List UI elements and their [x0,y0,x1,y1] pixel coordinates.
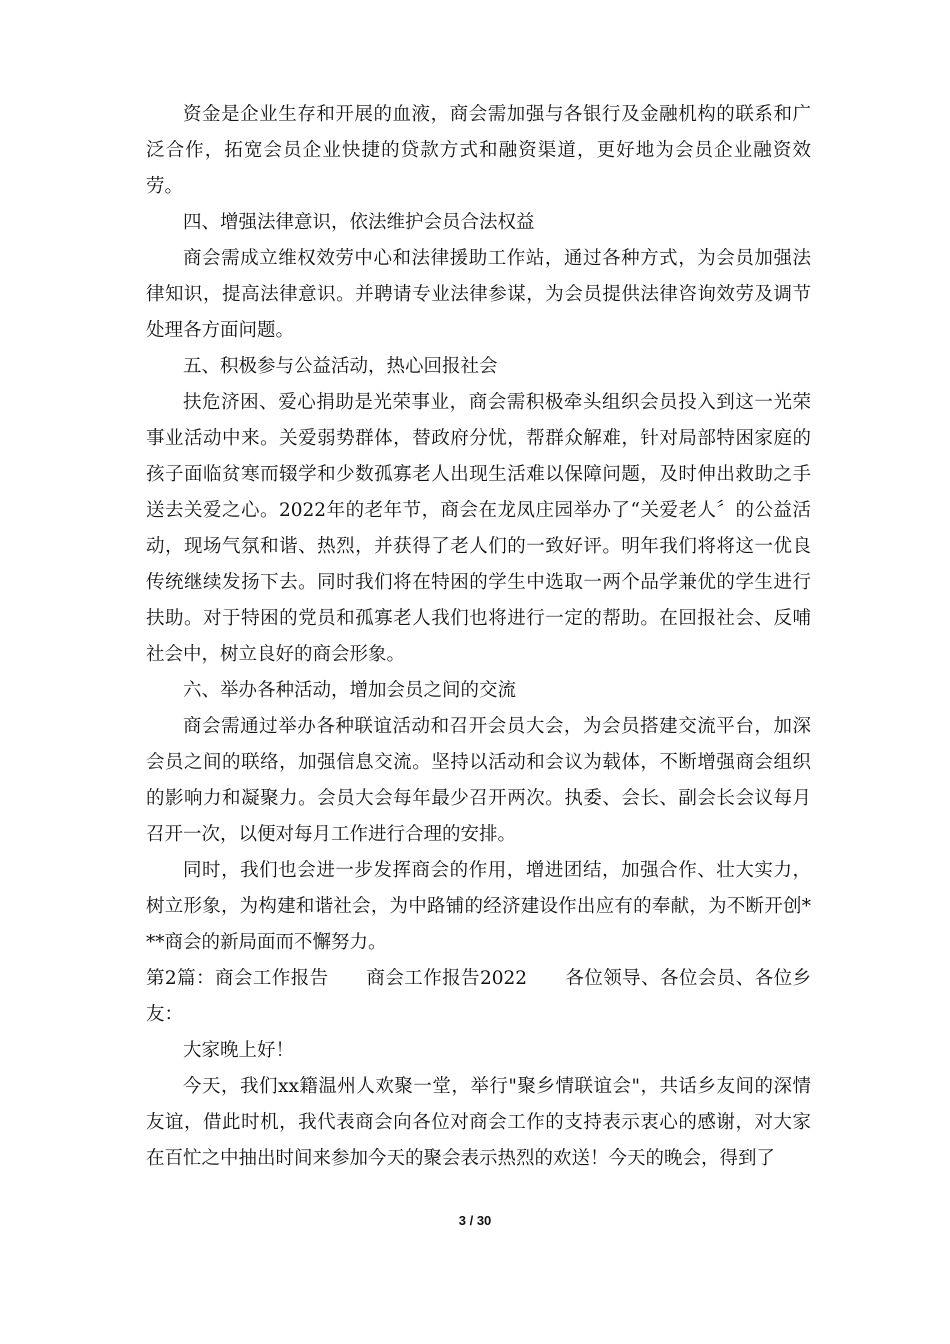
page-number [0,1213,950,1228]
page-separator: / [469,1213,474,1228]
section-heading-6: 六、举办各种活动，增加会员之间的交流 [183,680,517,701]
paragraph-legal: 商会需成立维权效劳中心和法律援助工作站，通过各种方式，为会员加强法律知识，提高法律意识。并聘请专业法律参谋，为会员提供法律咨询效劳及调节处理各方面问题。 [146,248,811,341]
document-body [146,97,811,1177]
total-pages: 30 [476,1213,492,1228]
paragraph-conclusion: 同时，我们也会进一步发挥商会的作用，增进团结，加强合作、壮大实力，树立形象，为构建和谐社会，为中路铺的经济建设作出应有的奉献，为不断开创***商会的新局面而不懈努力。 [146,860,811,953]
paragraph-charity: 扶危济困、爱心捐助是光荣事业，商会需积极牵头组织会员投入到这一光荣事业活动中来。关爱弱势群体，替政府分忧，帮群众解难，针对局部特困家庭的孩子面临贫寒而辍学和少数孤寡老人出现生活难以保障问题，及时伸出救助之手送去关爱之心。2022年的老年节，商会在龙凤庄园举办了“关爱老人〞的公益活动，现场气氛和谐、热烈，并获得了老人们的一致好评。明年我们将将这一优良传统继续发扬下去。同时我们将在特困的学生中选取一两个品学兼优的学生进行扶助。对于特困的党员和孤寡老人我们也将进行一定的帮助。在回报社会、反哺社会中，树立良好的商会形象。 [146,392,811,665]
section-heading-4: 四、增强法律意识，依法维护会员合法权益 [183,212,535,233]
paragraph-financing: 资金是企业生存和开展的血液，商会需加强与各银行及金融机构的联系和广泛合作，拓宽会员企业快捷的贷款方式和融资渠道，更好地为会员企业融资效劳。 [146,104,811,197]
section-heading-5: 五、积极参与公益活动，热心回报社会 [183,356,498,377]
paragraph-greeting: 大家晚上好！ [183,1040,295,1061]
article-2-title: 第2篇：商会工作报告 商会工作报告2022 各位领导、各位会员、各位乡友： [146,968,811,1025]
paragraph-opening: 今天，我们xx籍温州人欢聚一堂，举行"聚乡情联谊会"，共话乡友间的深情友谊，借此时机，我代表商会向各位对商会工作的支持表示衷心的感谢，对大家在百忙之中抽出时间来参加今天的聚会表示热烈的欢送！今天的晚会，得到了 [146,1076,811,1169]
paragraph-activities: 商会需通过举办各种联谊活动和召开会员大会，为会员搭建交流平台，加深会员之间的联络，加强信息交流。坚持以活动和会议为载体，不断增强商会组织的影响力和凝聚力。会员大会每年最少召开两次。执委、会长、副会长会议每月召开一次，以便对每月工作进行合理的安排。 [146,716,811,845]
current-page: 3 [458,1213,466,1228]
